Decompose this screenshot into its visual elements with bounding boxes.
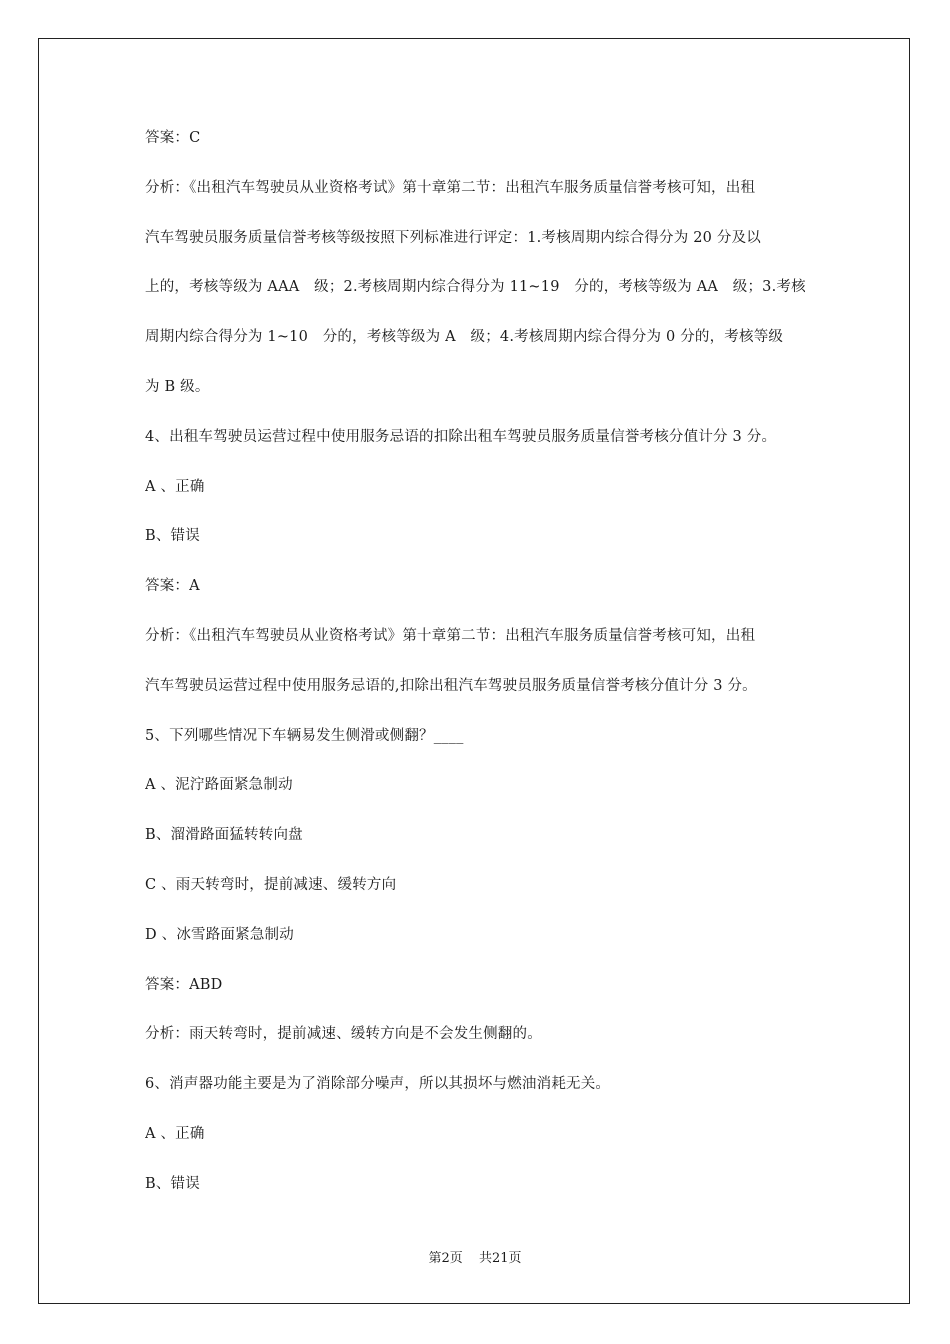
option-a: A 、正确 — [145, 478, 205, 495]
document-body — [145, 114, 810, 1210]
page-footer — [0, 1247, 950, 1266]
question-6: 6、消声器功能主要是为了消除部分噪声，所以其损坏与燃油消耗无关。 — [145, 1076, 611, 1093]
answer-line: 答案：A — [145, 578, 200, 595]
option-c: C 、雨天转弯时，提前减速、缓转方向 — [145, 876, 397, 893]
option-b: B、溜滑路面猛转转向盘 — [145, 827, 303, 844]
analysis-line: 上的，考核等级为 AAA 级；2.考核周期内综合得分为 11~19 分的，考核等级为 AA 级；3.考核 — [145, 279, 806, 296]
option-a: A 、泥泞路面紧急制动 — [145, 777, 293, 794]
analysis-line: 分析：《出租汽车驾驶员从业资格考试》第十章第二节：出租汽车服务质量信誉考核可知，出租 — [145, 179, 756, 196]
answer-line: 答案：C — [145, 130, 201, 146]
option-d: D 、冰雪路面紧急制动 — [145, 926, 294, 943]
page-total: 共21页 — [478, 1251, 522, 1266]
option-b: B、错误 — [145, 1175, 200, 1192]
analysis-line: 分析：雨天转弯时，提前减速、缓转方向是不会发生侧翻的。 — [145, 1026, 542, 1043]
analysis-line: 为 B 级。 — [145, 378, 210, 395]
question-5: 5、下列哪些情况下车辆易发生侧滑或侧翻？____ — [145, 727, 464, 744]
answer-line: 答案：ABD — [145, 976, 223, 993]
option-b: B、错误 — [145, 528, 200, 545]
page-number: 第2页 — [428, 1251, 463, 1266]
analysis-line: 分析：《出租汽车驾驶员从业资格考试》第十章第二节：出租汽车服务质量信誉考核可知，出租 — [145, 627, 756, 644]
analysis-line: 汽车驾驶员运营过程中使用服务忌语的,扣除出租汽车驾驶员服务质量信誉考核分值计分 3 分。 — [145, 677, 757, 694]
option-a: A 、正确 — [145, 1125, 205, 1142]
question-4: 4、出租车驾驶员运营过程中使用服务忌语的扣除出租车驾驶员服务质量信誉考核分值计分 3 分。 — [145, 428, 777, 445]
analysis-line: 周期内综合得分为 1~10 分的，考核等级为 A 级；4.考核周期内综合得分为 0 分的，考核等级 — [145, 329, 784, 346]
analysis-line: 汽车驾驶员服务质量信誉考核等级按照下列标准进行评定：1.考核周期内综合得分为 20 分及以 — [145, 229, 761, 246]
